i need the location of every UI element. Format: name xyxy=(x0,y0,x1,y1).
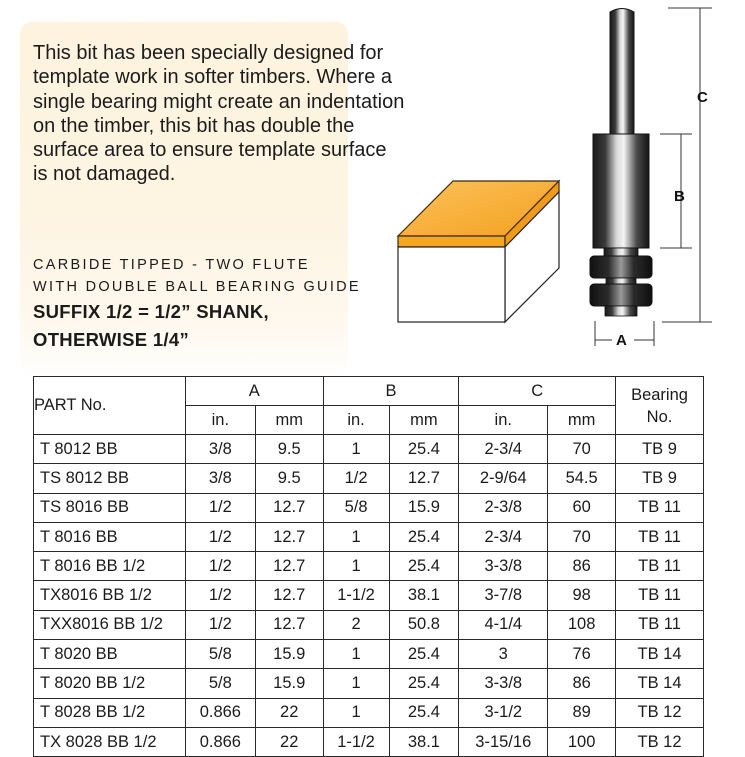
cell-b-in: 1 xyxy=(323,640,389,669)
subtitle-line: WITH DOUBLE BALL BEARING GUIDE xyxy=(33,279,361,295)
cell-b-mm: 25.4 xyxy=(389,669,459,698)
cell-part-no: TS 8012 BB xyxy=(34,464,186,493)
cell-bearing-no: TB 9 xyxy=(616,435,704,464)
table-row xyxy=(34,727,704,756)
router-bit-diagram xyxy=(0,0,745,372)
table-row xyxy=(34,552,704,581)
table-row xyxy=(34,493,704,522)
header-part-no: PART No. xyxy=(34,377,186,435)
cell-c-in: 3-1/2 xyxy=(459,698,548,727)
cell-part-no: TS 8016 BB xyxy=(34,493,186,522)
cell-b-mm: 15.9 xyxy=(389,493,459,522)
cell-c-mm: 89 xyxy=(548,698,616,727)
cell-b-mm: 25.4 xyxy=(389,435,459,464)
cell-b-mm: 25.4 xyxy=(389,552,459,581)
header-c: C xyxy=(459,377,616,406)
cell-part-no: T 8012 BB xyxy=(34,435,186,464)
table-row xyxy=(34,581,704,610)
cell-a-in: 1/2 xyxy=(185,522,255,551)
cell-a-in: 0.866 xyxy=(185,698,255,727)
cell-a-mm: 22 xyxy=(255,727,323,756)
cell-bearing-no: TB 11 xyxy=(616,552,704,581)
spec-table-body xyxy=(34,435,704,757)
dimension-b-label: B xyxy=(674,188,685,205)
cell-a-mm: 12.7 xyxy=(255,552,323,581)
table-row xyxy=(34,640,704,669)
cell-part-no: TXX8016 BB 1/2 xyxy=(34,610,186,639)
dimension-c xyxy=(662,8,712,322)
cell-b-mm: 12.7 xyxy=(389,464,459,493)
cell-c-mm: 98 xyxy=(548,581,616,610)
cell-a-mm: 12.7 xyxy=(255,581,323,610)
cell-b-mm: 38.1 xyxy=(389,727,459,756)
cell-c-mm: 86 xyxy=(548,669,616,698)
cell-c-in: 3-3/8 xyxy=(459,669,548,698)
cell-a-in: 3/8 xyxy=(185,435,255,464)
table-row xyxy=(34,610,704,639)
cell-c-mm: 100 xyxy=(548,727,616,756)
cell-a-in: 1/2 xyxy=(185,552,255,581)
cell-part-no: T 8028 BB 1/2 xyxy=(34,698,186,727)
header-bearing-no xyxy=(616,377,704,435)
subtitle-line: CARBIDE TIPPED - TWO FLUTE xyxy=(33,257,310,273)
description-line: This bit has been specially designed for xyxy=(33,42,384,64)
cell-b-in: 1-1/2 xyxy=(323,727,389,756)
description-line: on the timber, this bit has double the xyxy=(33,114,355,137)
cell-b-in: 1 xyxy=(323,522,389,551)
cell-c-in: 2-3/4 xyxy=(459,435,548,464)
table-row xyxy=(34,522,704,551)
cell-bearing-no: TB 11 xyxy=(616,610,704,639)
cell-c-in: 3 xyxy=(459,640,548,669)
header-c-in: in. xyxy=(459,406,548,435)
cell-c-mm: 54.5 xyxy=(548,464,616,493)
router-bit xyxy=(590,9,652,317)
cell-part-no: T 8016 BB 1/2 xyxy=(34,552,186,581)
cell-bearing-no: TB 14 xyxy=(616,669,704,698)
cell-a-mm: 12.7 xyxy=(255,493,323,522)
description-line: is not damaged. xyxy=(33,163,176,186)
cell-b-in: 1 xyxy=(323,669,389,698)
cell-a-mm: 9.5 xyxy=(255,464,323,493)
cell-b-in: 1 xyxy=(323,698,389,727)
dimension-a-label: A xyxy=(616,332,627,349)
cell-c-mm: 76 xyxy=(548,640,616,669)
header-a-mm: mm xyxy=(255,406,323,435)
dimension-c-label: C xyxy=(697,89,708,106)
cell-b-in: 1/2 xyxy=(323,464,389,493)
cell-c-in: 2-3/4 xyxy=(459,522,548,551)
description-line: template work in softer timbers. Where a xyxy=(33,66,393,89)
header-a-in: in. xyxy=(185,406,255,435)
header-c-mm: mm xyxy=(548,406,616,435)
timber-block xyxy=(398,181,559,322)
header-a: A xyxy=(185,377,323,406)
cell-a-in: 1/2 xyxy=(185,493,255,522)
cell-bearing-no: TB 12 xyxy=(616,727,704,756)
cell-a-mm: 22 xyxy=(255,698,323,727)
cell-a-in: 0.866 xyxy=(185,727,255,756)
description-line: surface area to ensure template surface xyxy=(33,139,387,162)
table-row xyxy=(34,464,704,493)
cell-b-mm: 25.4 xyxy=(389,522,459,551)
cell-a-in: 5/8 xyxy=(185,640,255,669)
header-b-mm: mm xyxy=(389,406,459,435)
cell-c-mm: 108 xyxy=(548,610,616,639)
cell-part-no: TX 8028 BB 1/2 xyxy=(34,727,186,756)
header-bearing-line: Bearing xyxy=(631,385,688,404)
cell-c-in: 3-3/8 xyxy=(459,552,548,581)
cell-c-mm: 70 xyxy=(548,522,616,551)
cell-a-in: 5/8 xyxy=(185,669,255,698)
cell-b-in: 2 xyxy=(323,610,389,639)
cell-b-in: 1 xyxy=(323,552,389,581)
cell-part-no: T 8016 BB xyxy=(34,522,186,551)
cell-a-mm: 12.7 xyxy=(255,522,323,551)
table-row xyxy=(34,669,704,698)
cell-b-mm: 25.4 xyxy=(389,698,459,727)
cell-c-in: 3-15/16 xyxy=(459,727,548,756)
cell-a-mm: 15.9 xyxy=(255,640,323,669)
cell-a-in: 1/2 xyxy=(185,581,255,610)
cell-bearing-no: TB 14 xyxy=(616,640,704,669)
header-b: B xyxy=(323,377,459,406)
cell-a-mm: 12.7 xyxy=(255,610,323,639)
cell-a-mm: 15.9 xyxy=(255,669,323,698)
cell-b-in: 1-1/2 xyxy=(323,581,389,610)
cell-c-mm: 86 xyxy=(548,552,616,581)
cell-b-mm: 38.1 xyxy=(389,581,459,610)
description-line: single bearing might create an indentation xyxy=(33,90,405,113)
cell-c-in: 2-9/64 xyxy=(459,464,548,493)
cell-bearing-no: TB 11 xyxy=(616,581,704,610)
cell-part-no: T 8020 BB 1/2 xyxy=(34,669,186,698)
cell-c-mm: 70 xyxy=(548,435,616,464)
cell-c-in: 4-1/4 xyxy=(459,610,548,639)
table-row xyxy=(34,435,704,464)
cell-a-in: 3/8 xyxy=(185,464,255,493)
cell-bearing-no: TB 12 xyxy=(616,698,704,727)
cell-part-no: TX8016 BB 1/2 xyxy=(34,581,186,610)
cell-c-mm: 60 xyxy=(548,493,616,522)
suffix-line: OTHERWISE 1/4” xyxy=(33,329,190,350)
cell-part-no: T 8020 BB xyxy=(34,640,186,669)
table-row xyxy=(34,698,704,727)
cell-a-mm: 9.5 xyxy=(255,435,323,464)
cell-b-in: 1 xyxy=(323,435,389,464)
cell-b-in: 5/8 xyxy=(323,493,389,522)
header-b-in: in. xyxy=(323,406,389,435)
cell-b-mm: 50.8 xyxy=(389,610,459,639)
cell-bearing-no: TB 11 xyxy=(616,522,704,551)
cell-bearing-no: TB 11 xyxy=(616,493,704,522)
suffix-line: SUFFIX 1/2 = 1/2” SHANK, xyxy=(33,301,269,322)
cell-b-mm: 25.4 xyxy=(389,640,459,669)
cell-a-in: 1/2 xyxy=(185,610,255,639)
cell-bearing-no: TB 9 xyxy=(616,464,704,493)
cell-c-in: 2-3/8 xyxy=(459,493,548,522)
cell-c-in: 3-7/8 xyxy=(459,581,548,610)
spec-table xyxy=(33,376,704,757)
header-bearing-line: No. xyxy=(646,407,673,426)
